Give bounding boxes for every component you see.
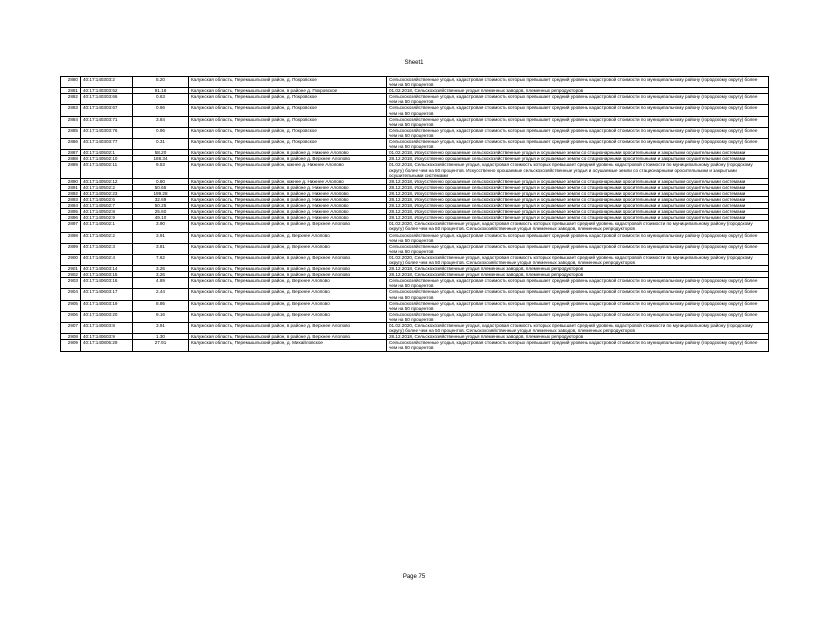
address-cell: Калужская область, Перемышльский район, д. Покровское xyxy=(189,105,387,116)
row-number-cell: 2901 xyxy=(61,266,81,272)
address-cell: Калужская область, Перемышльский район, в районе д. Нижнее Алопово xyxy=(189,184,387,190)
cadastral-number-cell: 40:17:140602:1 xyxy=(81,221,133,232)
address-cell: Калужская область, Перемышльский район, д. Верхнее Алопово xyxy=(189,243,387,254)
area-cell: 27.91 xyxy=(133,340,189,351)
row-number-cell: 2903 xyxy=(61,278,81,289)
cadastral-number-cell: 40:17:140603:15 xyxy=(81,272,133,278)
address-cell: Калужская область, Перемышльский район, в районе д. Нижнее Алопово xyxy=(189,209,387,215)
cadastral-number-cell: 40:17:140502:7 xyxy=(81,203,133,209)
cadastral-number-cell: 40:17:140603:9 xyxy=(81,334,133,340)
cadastral-number-cell: 40:17:140502:10 xyxy=(81,156,133,162)
category-cell: 28.12.2018, Искусственно орошаемые сельскохозяйственные угодья и осушаемые земли со стационарными оросительными и закрытыми осушительными системами xyxy=(387,156,769,162)
cadastral-number-cell: 40:17:140602:3 xyxy=(81,243,133,254)
address-cell: Калужская область, Перемышльский район, в районе д. Нижнее Алопово xyxy=(189,150,387,156)
area-cell: 1.30 xyxy=(133,334,189,340)
category-cell: 01.02.2020, Сельскохозяйственные угодья, кадастровая стоимость которых превышает средний уровень кадастровой стоимости по муниципальному району (городскому округу) более чем на 50 процентов. Сельскохозяйственные угодья племенных заводов, племенных репродукторов xyxy=(387,221,769,232)
address-cell: Калужская область, Перемышльский район, д. Верхнее Алопово xyxy=(189,232,387,243)
address-cell: Калужская область, Перемышльский район, д. Верхнее Алопово xyxy=(189,278,387,289)
row-number-cell: 2894 xyxy=(61,203,81,209)
address-cell: Калужская область, Перемышльский район, в районе д. Верхнее Алопово xyxy=(189,254,387,265)
row-number-cell: 2888 xyxy=(61,156,81,162)
row-number-cell: 2883 xyxy=(61,105,81,116)
area-cell: 25.60 xyxy=(133,209,189,215)
cadastral-number-cell: 40:17:140502:6 xyxy=(81,196,133,202)
table-row xyxy=(61,94,769,105)
area-cell: 0.96 xyxy=(133,127,189,138)
table-body xyxy=(61,77,769,352)
category-cell: Сельскохозяйственные угодья, кадастровая стоимость которых превышает средний уровень кадастровой стоимости по муниципальному району (городскому округу) более чем на 50 процентов xyxy=(387,116,769,127)
category-cell: Сельскохозяйственные угодья, кадастровая стоимость которых превышает средний уровень кадастровой стоимости по муниципальному району (городскому округу) более чем на 50 процентов xyxy=(387,289,769,300)
table-row xyxy=(61,323,769,334)
address-cell: Калужская область, Перемышльский район, в районе д. Верхнее Алопово xyxy=(189,272,387,278)
row-number-cell: 2891 xyxy=(61,184,81,190)
area-cell: 9.16 xyxy=(133,311,189,322)
cadastral-number-cell: 40:17:140303:52 xyxy=(81,88,133,94)
table-row xyxy=(61,289,769,300)
area-cell: 3.84 xyxy=(133,116,189,127)
category-cell: Сельскохозяйственные угодья, кадастровая стоимость которых превышает средний уровень кадастровой стоимости по муниципальному району (городскому округу) более чем на 50 процентов xyxy=(387,105,769,116)
row-number-cell: 2907 xyxy=(61,323,81,334)
cadastral-number-cell: 40:17:140502:2 xyxy=(81,184,133,190)
row-number-cell: 2904 xyxy=(61,289,81,300)
row-number-cell: 2896 xyxy=(61,215,81,221)
row-number-cell: 2881 xyxy=(61,88,81,94)
row-number-cell: 2886 xyxy=(61,139,81,150)
category-cell: 28.12.2018, Искусственно орошаемые сельскохозяйственные угодья и осушаемые земли со стационарными оросительными и закрытыми осушительными системами xyxy=(387,190,769,196)
category-cell: 01.02.2018, Искусственно орошаемые сельскохозяйственные угодья и осушаемые земли со стационарными оросительными и закрытыми осушительными системами xyxy=(387,150,769,156)
area-cell: 4.89 xyxy=(133,278,189,289)
area-cell: 188.34 xyxy=(133,156,189,162)
table-row xyxy=(61,340,769,351)
category-cell: Сельскохозяйственные угодья, кадастровая стоимость которых превышает средний уровень кадастровой стоимости по муниципальному району (городскому округу) более чем на 50 процентов xyxy=(387,311,769,322)
data-table xyxy=(60,76,769,352)
category-cell: 01.02.2018, Сельскохозяйственные угодья племенных заводов, племенных репродукторов xyxy=(387,88,769,94)
address-cell: Калужская область, Перемышльский район, в районе д. Нижнее Алопово xyxy=(189,203,387,209)
category-cell: Сельскохозяйственные угодья, кадастровая стоимость которых превышает средний уровень кадастровой стоимости по муниципальному району (городскому округу) более чем на 50 процентов xyxy=(387,243,769,254)
area-cell: 3.91 xyxy=(133,323,189,334)
table-row xyxy=(61,190,769,196)
row-number-cell: 2884 xyxy=(61,116,81,127)
area-cell: 3.81 xyxy=(133,243,189,254)
row-number-cell: 2895 xyxy=(61,209,81,215)
cadastral-number-cell: 40:17:140603:20 xyxy=(81,311,133,322)
area-cell: 0.31 xyxy=(133,139,189,150)
area-cell: 3.26 xyxy=(133,272,189,278)
table-row xyxy=(61,156,769,162)
area-cell: 3.26 xyxy=(133,266,189,272)
area-cell: 3.91 xyxy=(133,232,189,243)
address-cell: Калужская область, Перемышльский район, в районе д. Нижнее Алопово xyxy=(189,215,387,221)
address-cell: Калужская область, Перемышльский район, д. Верхнее Алопово xyxy=(189,311,387,322)
area-cell: 50.25 xyxy=(133,203,189,209)
table-row xyxy=(61,254,769,265)
cadastral-number-cell: 40:17:140502:11 xyxy=(81,162,133,178)
area-cell: 3.90 xyxy=(133,221,189,232)
area-cell: 199.28 xyxy=(133,190,189,196)
category-cell: 28.12.2018, Искусственно орошаемые сельскохозяйственные угодья и осушаемые земли со стационарными оросительными и закрытыми осушительными системами xyxy=(387,178,769,184)
area-cell: 9.53 xyxy=(133,162,189,178)
table-row xyxy=(61,232,769,243)
row-number-cell: 2887 xyxy=(61,150,81,156)
cadastral-number-cell: 40:17:140603:14 xyxy=(81,266,133,272)
table-row xyxy=(61,221,769,232)
address-cell: Калужская область, Перемышльский район, в районе д. Покровское xyxy=(189,88,387,94)
address-cell: Калужская область, Перемышльский район, южнее д. Нижнее Алопово xyxy=(189,162,387,178)
cadastral-number-cell: 40:17:140603:16 xyxy=(81,278,133,289)
area-cell: 49.10 xyxy=(133,215,189,221)
table-row xyxy=(61,116,769,127)
address-cell: Калужская область, Перемышльский район, д. Михайловское xyxy=(189,340,387,351)
category-cell: 28.12.2018, Искусственно орошаемые сельскохозяйственные угодья и осушаемые земли со стационарными оросительными и закрытыми осушительными системами xyxy=(387,215,769,221)
row-number-cell: 2900 xyxy=(61,254,81,265)
address-cell: Калужская область, Перемышльский район, в районе д. Верхнее Алопово xyxy=(189,266,387,272)
table-row xyxy=(61,278,769,289)
table-row xyxy=(61,77,769,88)
area-cell: 0.66 xyxy=(133,105,189,116)
category-cell: 01.02.2020, Сельскохозяйственные угодья, кадастровая стоимость которых превышает средний уровень кадастровой стоимости по муниципальному району (городскому округу) более чем на 50 процентов. Сельскохозяйственные угодья племенных заводов, племенных репродукторов xyxy=(387,254,769,265)
cadastral-number-cell: 40:17:140602:4 xyxy=(81,254,133,265)
cadastral-number-cell: 40:17:140303:66 xyxy=(81,94,133,105)
address-cell: Калужская область, Перемышльский район, д. Верхнее Алопово xyxy=(189,300,387,311)
row-number-cell: 2909 xyxy=(61,340,81,351)
row-number-cell: 2882 xyxy=(61,94,81,105)
cadastral-number-cell: 40:17:140303:71 xyxy=(81,116,133,127)
category-cell: 01.02.2020, Сельскохозяйственные угодья, кадастровая стоимость которых превышает средний уровень кадастровой стоимости по муниципальному району (городскому округу) более чем на 50 процентов. Сельскохозяйственные угодья племенных заводов, племенных репродукторов xyxy=(387,323,769,334)
category-cell: Сельскохозяйственные угодья, кадастровая стоимость которых превышает средний уровень кадастровой стоимости по муниципальному району (городскому округу) более чем на 50 процентов xyxy=(387,232,769,243)
cadastral-number-cell: 40:17:140303:77 xyxy=(81,139,133,150)
row-number-cell: 2899 xyxy=(61,243,81,254)
address-cell: Калужская область, Перемышльский район, д. Покровское xyxy=(189,94,387,105)
category-cell: 28.12.2018, Сельскохозяйственные угодья племенных заводов, племенных репродукторов xyxy=(387,334,769,340)
address-cell: Калужская область, Перемышльский район, в районе д. Верхнее Алопово xyxy=(189,334,387,340)
address-cell: Калужская область, Перемышльский район, д. Покровское xyxy=(189,77,387,88)
address-cell: Калужская область, Перемышльский район, в районе д. Верхнее Алопово xyxy=(189,156,387,162)
cadastral-number-cell: 40:17:140502:1 xyxy=(81,150,133,156)
cadastral-number-cell: 40:17:140805:29 xyxy=(81,340,133,351)
address-cell: Калужская область, Перемышльский район, д. Покровское xyxy=(189,139,387,150)
area-cell: 8.86 xyxy=(133,300,189,311)
table-row xyxy=(61,162,769,178)
category-cell: Сельскохозяйственные угодья, кадастровая стоимость которых превышает средний уровень кадастровой стоимости по муниципальному району (городскому округу) более чем на 50 процентов xyxy=(387,340,769,351)
cadastral-number-cell: 40:17:140603:19 xyxy=(81,300,133,311)
category-cell: 28.12.2018, Сельскохозяйственные угодья племенных заводов, племенных репродукторов xyxy=(387,272,769,278)
category-cell: Сельскохозяйственные угодья, кадастровая стоимость которых превышает средний уровень кадастровой стоимости по муниципальному району (городскому округу) более чем на 50 процентов xyxy=(387,94,769,105)
row-number-cell: 2897 xyxy=(61,221,81,232)
area-cell: 91.18 xyxy=(133,88,189,94)
area-cell: 32.69 xyxy=(133,196,189,202)
category-cell: 28.12.2018, Искусственно орошаемые сельскохозяйственные угодья и осушаемые земли со стационарными оросительными и закрытыми осушительными системами xyxy=(387,203,769,209)
table-row xyxy=(61,311,769,322)
address-cell: Калужская область, Перемышльский район, д. Покровское xyxy=(189,127,387,138)
table-row xyxy=(61,105,769,116)
area-cell: 0.80 xyxy=(133,178,189,184)
cadastral-number-cell: 40:17:140603:17 xyxy=(81,289,133,300)
cadastral-number-cell: 40:17:140303:2 xyxy=(81,77,133,88)
address-cell: Калужская область, Перемышльский район, д. Верхнее Алопово xyxy=(189,289,387,300)
cadastral-number-cell: 40:17:140602:2 xyxy=(81,232,133,243)
area-cell: 5.20 xyxy=(133,77,189,88)
address-cell: Калужская область, Перемышльский район, д. Покровское xyxy=(189,116,387,127)
category-cell: Сельскохозяйственные угодья, кадастровая стоимость которых превышает средний уровень кадастровой стоимости по муниципальному району (городскому округу) более чем на 50 процентов xyxy=(387,278,769,289)
category-cell: Сельскохозяйственные угодья, кадастровая стоимость которых превышает средний уровень кадастровой стоимости по муниципальному району (городскому округу) более чем на 50 процентов xyxy=(387,77,769,88)
address-cell: Калужская область, Перемышльский район, в районе д. Нижнее Алопово xyxy=(189,190,387,196)
page-number: Page 75 xyxy=(402,574,426,580)
category-cell: Сельскохозяйственные угодья, кадастровая стоимость которых превышает средний уровень кадастровой стоимости по муниципальному району (городскому округу) более чем на 50 процентов xyxy=(387,127,769,138)
cadastral-number-cell: 40:17:140502:8 xyxy=(81,209,133,215)
address-cell: Калужская область, Перемышльский район, в районе д. Нижнее Алопово xyxy=(189,196,387,202)
cadastral-number-cell: 40:17:140502:9 xyxy=(81,215,133,221)
table-row xyxy=(61,300,769,311)
category-cell: 28.12.2018, Искусственно орошаемые сельскохозяйственные угодья и осушаемые земли со стационарными оросительными и закрытыми осушительными системами xyxy=(387,184,769,190)
cadastral-number-cell: 40:17:140303:67 xyxy=(81,105,133,116)
category-cell: 28.12.2018, Искусственно орошаемые сельскохозяйственные угодья и осушаемые земли со стационарными оросительными и закрытыми осушительными системами xyxy=(387,196,769,202)
category-cell: 28.12.2018, Сельскохозяйственные угодья племенных заводов, племенных репродукторов xyxy=(387,266,769,272)
category-cell: Сельскохозяйственные угодья, кадастровая стоимость которых превышает средний уровень кадастровой стоимости по муниципальному району (городскому округу) более чем на 50 процентов xyxy=(387,139,769,150)
row-number-cell: 2908 xyxy=(61,334,81,340)
category-cell: 28.12.2018, Искусственно орошаемые сельскохозяйственные угодья и осушаемые земли со стационарными оросительными и закрытыми осушительными системами xyxy=(387,209,769,215)
sheet-title: Sheet1 xyxy=(404,60,424,66)
area-cell: 0.63 xyxy=(133,94,189,105)
row-number-cell: 2902 xyxy=(61,272,81,278)
row-number-cell: 2885 xyxy=(61,127,81,138)
address-cell: Калужская область, Перемышльский район, южнее д. Нижнее Алопово xyxy=(189,178,387,184)
row-number-cell: 2893 xyxy=(61,196,81,202)
area-cell: 58.20 xyxy=(133,150,189,156)
row-number-cell: 2905 xyxy=(61,300,81,311)
cadastral-number-cell: 40:17:140603:8 xyxy=(81,323,133,334)
address-cell: Калужская область, Перемышльский район, в районе д. Верхнее Алопово xyxy=(189,221,387,232)
category-cell: 01.02.2018, Сельскохозяйственные угодья, кадастровая стоимость которых превышает средний уровень кадастровой стоимости по муниципальному району (городскому округу) более чем на 50 процентов. Искусственно орошаемые сельскохозяйственные угодья и осушаемые земли со стационарными оросительными и закрытыми осушительными системами xyxy=(387,162,769,178)
table-row xyxy=(61,243,769,254)
cadastral-number-cell: 40:17:140303:76 xyxy=(81,127,133,138)
area-cell: 2.44 xyxy=(133,289,189,300)
address-cell: Калужская область, Перемышльский район, в районе д. Верхнее Алопово xyxy=(189,323,387,334)
cadastral-number-cell: 40:17:140502:12 xyxy=(81,178,133,184)
table-row xyxy=(61,127,769,138)
row-number-cell: 2892 xyxy=(61,190,81,196)
row-number-cell: 2889 xyxy=(61,162,81,178)
row-number-cell: 2898 xyxy=(61,232,81,243)
area-cell: 7.62 xyxy=(133,254,189,265)
table-row xyxy=(61,139,769,150)
area-cell: 50.65 xyxy=(133,184,189,190)
row-number-cell: 2880 xyxy=(61,77,81,88)
category-cell: Сельскохозяйственные угодья, кадастровая стоимость которых превышает средний уровень кадастровой стоимости по муниципальному району (городскому округу) более чем на 50 процентов xyxy=(387,300,769,311)
row-number-cell: 2890 xyxy=(61,178,81,184)
cadastral-number-cell: 40:17:140502:23 xyxy=(81,190,133,196)
row-number-cell: 2906 xyxy=(61,311,81,322)
